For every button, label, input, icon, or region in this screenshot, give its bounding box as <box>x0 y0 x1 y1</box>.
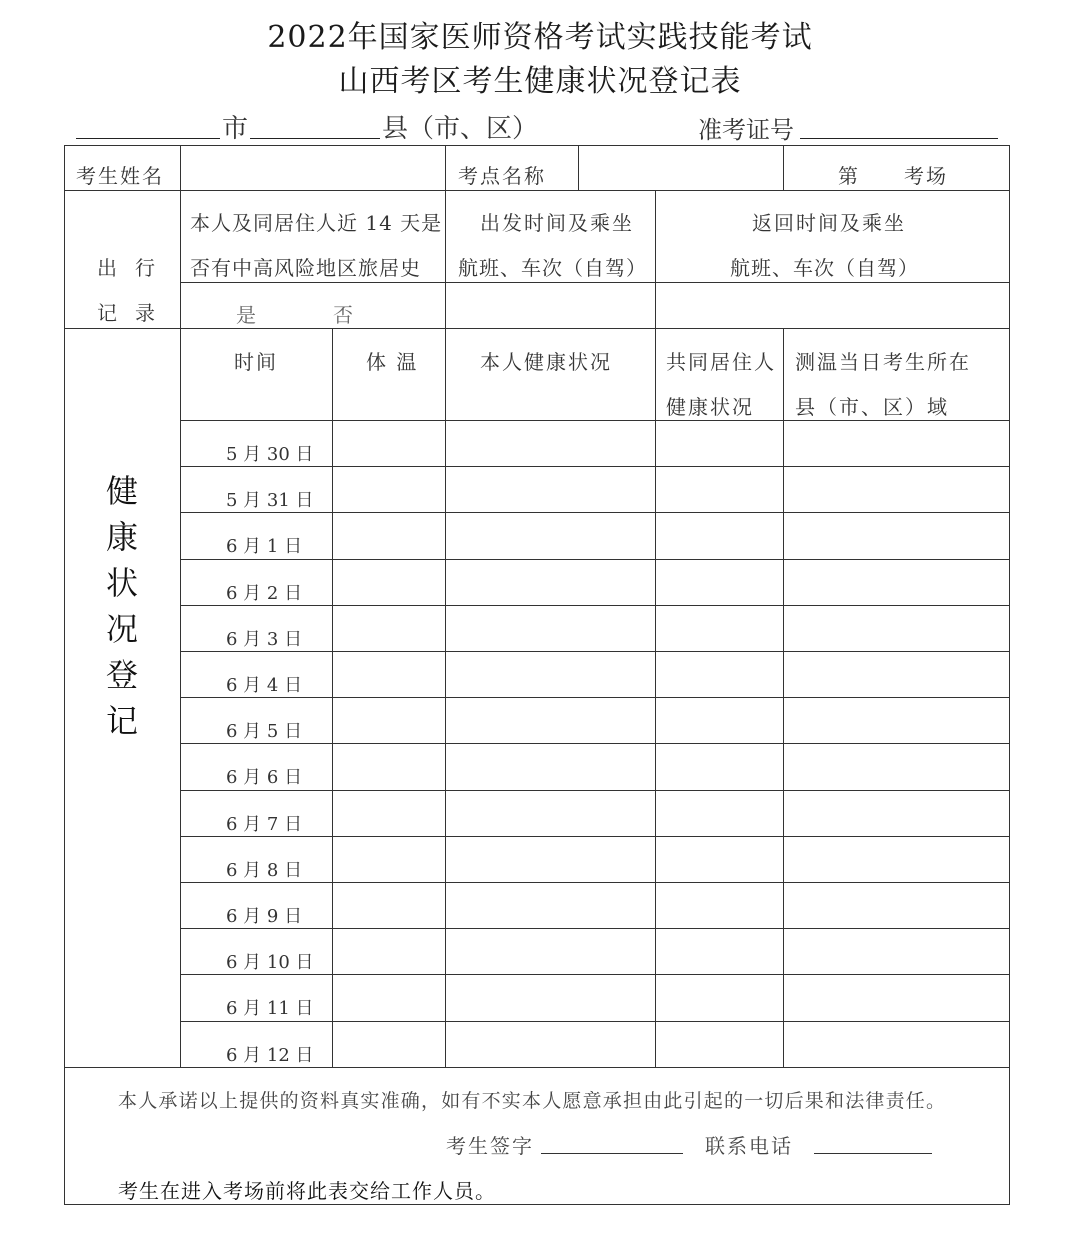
self-health-cell[interactable] <box>446 467 654 511</box>
health-label-char: 登 <box>105 656 138 694</box>
row-divider <box>64 190 1010 191</box>
return-header-line1: 返回时间及乘坐 <box>752 211 906 235</box>
self-health-cell[interactable] <box>446 883 654 927</box>
cohabitant-health-cell[interactable] <box>656 513 782 557</box>
region-cell[interactable] <box>784 606 1009 650</box>
date-label: 6 月 2 日 <box>226 583 303 604</box>
temperature-cell[interactable] <box>333 467 444 511</box>
cohabitant-health-cell[interactable] <box>656 467 782 511</box>
cohabitant-health-cell[interactable] <box>656 421 782 465</box>
date-label: 6 月 4 日 <box>226 675 303 696</box>
self-health-cell[interactable] <box>446 1022 654 1066</box>
date-label: 5 月 31 日 <box>226 490 314 511</box>
exam-site-label: 考点名称 <box>458 164 546 188</box>
temperature-cell[interactable] <box>333 698 444 742</box>
cohabitant-health-cell[interactable] <box>656 929 782 973</box>
return-header-line2: 航班、车次（自驾） <box>730 256 919 280</box>
departure-header-line1: 出发时间及乘坐 <box>480 211 634 235</box>
col-header-self-health: 本人健康状况 <box>480 350 612 374</box>
travel-record-label-bottom: 记录 <box>97 301 173 325</box>
cohabitant-health-cell[interactable] <box>656 606 782 650</box>
region-cell[interactable] <box>784 467 1009 511</box>
submission-note: 考生在进入考场前将此表交给工作人员。 <box>118 1179 496 1203</box>
date-label: 6 月 1 日 <box>226 536 303 557</box>
self-health-cell[interactable] <box>446 791 654 835</box>
region-cell[interactable] <box>784 837 1009 881</box>
date-label: 6 月 12 日 <box>226 1045 314 1066</box>
region-cell[interactable] <box>784 975 1009 1019</box>
date-label: 6 月 9 日 <box>226 906 303 927</box>
row-divider <box>64 328 1010 329</box>
date-label: 5 月 30 日 <box>226 444 314 465</box>
form-title: 2022年国家医师资格考试实践技能考试 <box>267 20 813 55</box>
exam-site-field[interactable] <box>579 146 782 189</box>
departure-field[interactable] <box>446 283 654 327</box>
region-cell[interactable] <box>784 698 1009 742</box>
cohabitant-health-cell[interactable] <box>656 1022 782 1066</box>
temperature-cell[interactable] <box>333 652 444 696</box>
col-divider <box>783 145 784 190</box>
date-label: 6 月 7 日 <box>226 814 303 835</box>
health-label-char: 状 <box>105 564 138 602</box>
self-health-cell[interactable] <box>446 560 654 604</box>
risk-area-question-line1: 本人及同居住人近 14 天是 <box>190 211 443 235</box>
self-health-cell[interactable] <box>446 975 654 1019</box>
temperature-cell[interactable] <box>333 791 444 835</box>
date-label: 6 月 8 日 <box>226 860 303 881</box>
cohabitant-health-cell[interactable] <box>656 883 782 927</box>
health-label-char: 记 <box>105 702 138 740</box>
exam-room-suffix: 考场 <box>904 164 948 188</box>
region-cell[interactable] <box>784 560 1009 604</box>
return-field[interactable] <box>656 283 1009 327</box>
self-health-cell[interactable] <box>446 606 654 650</box>
risk-area-yes-option[interactable]: 是 <box>236 303 258 327</box>
temperature-cell[interactable] <box>333 883 444 927</box>
col-header-cohabitant-line2: 健康状况 <box>666 395 754 419</box>
pledge-statement: 本人承诺以上提供的资料真实准确，如有不实本人愿意承担由此引起的一切后果和法律责任。 <box>118 1090 947 1112</box>
self-health-cell[interactable] <box>446 698 654 742</box>
city-blank[interactable] <box>76 138 220 139</box>
risk-area-question-line2: 否有中高风险地区旅居史 <box>190 256 421 280</box>
departure-header-line2: 航班、车次（自驾） <box>458 256 647 280</box>
ticket-number-blank[interactable] <box>800 138 998 139</box>
region-cell[interactable] <box>784 791 1009 835</box>
cohabitant-health-cell[interactable] <box>656 698 782 742</box>
city-label: 市 <box>222 114 249 144</box>
temperature-cell[interactable] <box>333 837 444 881</box>
temperature-cell[interactable] <box>333 744 444 788</box>
phone-label: 联系电话 <box>705 1134 793 1158</box>
temperature-cell[interactable] <box>333 513 444 557</box>
region-cell[interactable] <box>784 421 1009 465</box>
self-health-cell[interactable] <box>446 421 654 465</box>
self-health-cell[interactable] <box>446 837 654 881</box>
cohabitant-health-cell[interactable] <box>656 837 782 881</box>
ticket-number-label: 准考证号 <box>698 116 794 144</box>
date-label: 6 月 5 日 <box>226 721 303 742</box>
signature-label: 考生签字 <box>446 1134 534 1158</box>
exam-room-field[interactable] <box>864 150 900 186</box>
date-label: 6 月 3 日 <box>226 629 303 650</box>
health-registration-label <box>102 468 142 744</box>
risk-area-no-option[interactable]: 否 <box>333 303 355 327</box>
county-label: 县（市、区） <box>382 114 539 144</box>
phone-field[interactable] <box>814 1153 932 1154</box>
col-header-time: 时间 <box>234 350 278 374</box>
temperature-cell[interactable] <box>333 1022 444 1066</box>
cohabitant-health-cell[interactable] <box>656 652 782 696</box>
region-cell[interactable] <box>784 744 1009 788</box>
health-label-char: 健 <box>105 472 138 510</box>
region-cell[interactable] <box>784 652 1009 696</box>
date-label: 6 月 10 日 <box>226 952 314 973</box>
region-cell[interactable] <box>784 929 1009 973</box>
self-health-cell[interactable] <box>446 513 654 557</box>
temperature-cell[interactable] <box>333 421 444 465</box>
temperature-cell[interactable] <box>333 560 444 604</box>
col-header-region-line1: 测温当日考生所在 <box>795 350 971 374</box>
cohabitant-health-cell[interactable] <box>656 560 782 604</box>
region-cell[interactable] <box>784 883 1009 927</box>
cohabitant-health-cell[interactable] <box>656 975 782 1019</box>
date-label: 6 月 6 日 <box>226 767 303 788</box>
date-label: 6 月 11 日 <box>226 998 314 1019</box>
health-label-char: 康 <box>105 518 138 556</box>
self-health-cell[interactable] <box>446 652 654 696</box>
county-blank[interactable] <box>250 138 380 139</box>
cohabitant-health-cell[interactable] <box>656 791 782 835</box>
candidate-name-label: 考生姓名 <box>76 164 164 188</box>
temperature-cell[interactable] <box>333 606 444 650</box>
col-header-temperature: 体 温 <box>366 350 419 374</box>
candidate-name-field[interactable] <box>181 146 444 189</box>
temperature-cell[interactable] <box>333 929 444 973</box>
col-divider <box>180 145 181 1067</box>
signature-field[interactable] <box>541 1153 683 1154</box>
row-divider <box>64 1067 1010 1068</box>
form-subtitle: 山西考区考生健康状况登记表 <box>338 64 742 99</box>
self-health-cell[interactable] <box>446 929 654 973</box>
region-cell[interactable] <box>784 1022 1009 1066</box>
health-label-char: 况 <box>105 610 138 648</box>
col-header-region-line2: 县（市、区）域 <box>795 395 949 419</box>
travel-record-label-top: 出行 <box>97 256 173 280</box>
exam-room-prefix: 第 <box>838 164 860 188</box>
cohabitant-health-cell[interactable] <box>656 744 782 788</box>
col-header-cohabitant-line1: 共同居住人 <box>666 350 776 374</box>
region-cell[interactable] <box>784 513 1009 557</box>
self-health-cell[interactable] <box>446 744 654 788</box>
temperature-cell[interactable] <box>333 975 444 1019</box>
